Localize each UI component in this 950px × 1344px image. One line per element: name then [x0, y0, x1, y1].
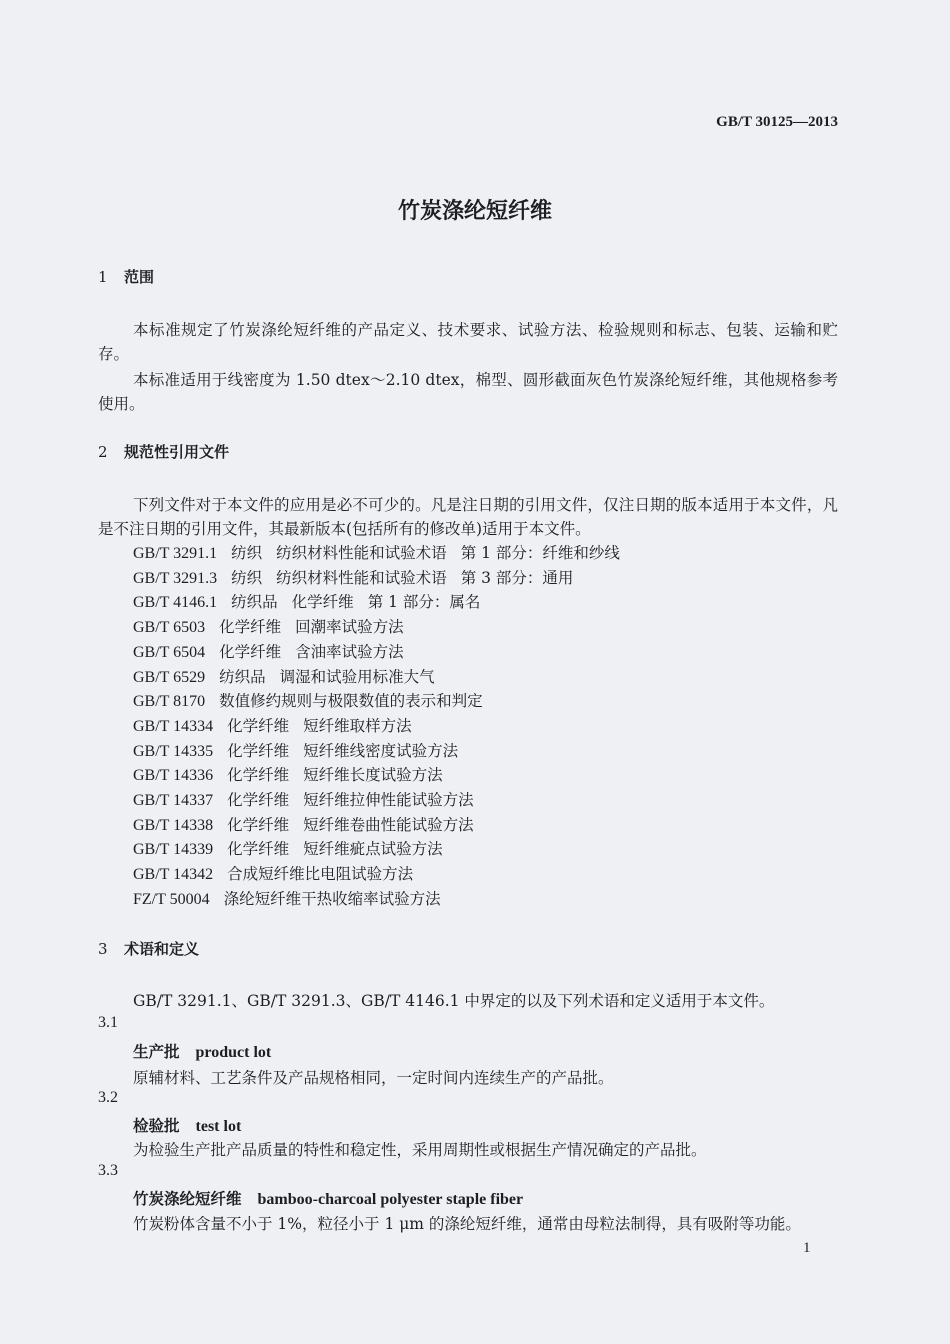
- reference-title-part: 纺织材料性能和试验术语: [276, 544, 447, 562]
- reference-title-part: 化学纤维: [227, 840, 290, 859]
- reference-code: GB/T 6503: [133, 619, 206, 637]
- reference-code: GB/T 14338: [133, 816, 214, 834]
- reference-code: GB/T 4146.1: [133, 594, 218, 612]
- reference-title-part: 化学纤维: [227, 766, 290, 785]
- term-zh: 竹炭涤纶短纤维: [133, 1189, 242, 1208]
- term-number: 3.3: [98, 1162, 118, 1179]
- reference-code: FZ/T 50004: [133, 890, 210, 908]
- reference-code: GB/T 14342: [133, 866, 214, 884]
- term-zh: 检验批: [133, 1116, 180, 1135]
- reference-title-part: 短纤维取样方法: [303, 716, 412, 735]
- reference-title-part: 涤纶短纤维干热收缩率试验方法: [223, 889, 441, 908]
- reference-code: GB/T 3291.1: [133, 545, 218, 562]
- reference-item: [133, 887, 455, 913]
- page-number: 1: [803, 1240, 811, 1256]
- reference-title-part: 短纤维长度试验方法: [303, 766, 443, 785]
- reference-item: [133, 739, 472, 765]
- paragraph: 下列文件对于本文件的应用是必不可少的。凡是注日期的引用文件，仅注日期的版本适用于本文件，凡是不注日期的引用文件，其最新版本(包括所有的修改单)适用于本文件。: [98, 496, 838, 538]
- term-number: 3.2: [98, 1089, 118, 1106]
- reference-title-part: 纺织材料性能和试验术语: [276, 568, 447, 587]
- term-en: bamboo-charcoal polyester staple fiber: [257, 1191, 524, 1208]
- reference-item: [133, 788, 488, 814]
- reference-title-part: 回潮率试验方法: [295, 618, 404, 637]
- term-definition: 原辅材料、工艺条件及产品规格相同，一定时间内连续生产的产品批。: [133, 1069, 614, 1087]
- section-number: 1: [98, 268, 108, 286]
- paragraph: 本标准适用于线密度为 1.50 dtex～2.10 dtex，棉型、圆形截面灰色竹炭涤纶短纤维，其他规格参考使用。: [98, 371, 838, 413]
- document-title: 竹炭涤纶短纤维: [397, 198, 552, 224]
- reference-title-part: 化学纤维: [227, 815, 290, 834]
- reference-title-part: 纺织: [231, 568, 263, 587]
- reference-code: GB/T 14339: [133, 841, 214, 859]
- reference-item: [133, 640, 418, 666]
- term-entry: [133, 1040, 271, 1062]
- reference-item: [133, 541, 634, 567]
- reference-code: GB/T 14337: [133, 792, 214, 809]
- reference-title-part: 化学纤维: [227, 791, 290, 809]
- section-heading-terms: [98, 938, 199, 959]
- reference-item: [133, 566, 587, 592]
- reference-title-part: 数值修约规则与极限数值的表示和判定: [219, 692, 483, 711]
- reference-title-part: 短纤维拉伸性能试验方法: [303, 791, 474, 809]
- term-en: product lot: [195, 1044, 272, 1061]
- reference-title-part: 纺织品: [231, 593, 278, 612]
- section-title: 术语和定义: [124, 940, 200, 958]
- reference-item: [133, 813, 488, 839]
- reference-code: GB/T 8170: [133, 693, 206, 711]
- section-title: 范围: [124, 268, 155, 286]
- reference-title-part: 第 1 部分：纤维和纱线: [460, 544, 620, 562]
- section-number: 2: [98, 443, 108, 461]
- term-entry: [133, 1187, 523, 1209]
- reference-title-part: 短纤维卷曲性能试验方法: [303, 815, 474, 834]
- standard-number: GB/T 30125—2013: [716, 114, 838, 130]
- reference-code: GB/T 14335: [133, 742, 214, 760]
- reference-item: [133, 689, 497, 715]
- reference-code: GB/T 14336: [133, 767, 214, 785]
- reference-code: GB/T 6529: [133, 668, 206, 686]
- reference-title-part: 纺织品: [219, 667, 266, 686]
- section-number: 3: [98, 940, 108, 958]
- reference-title-part: 短纤维线密度试验方法: [303, 741, 459, 760]
- term-en: test lot: [195, 1118, 242, 1135]
- reference-item: [133, 590, 494, 616]
- reference-title-part: 纺织: [231, 544, 263, 562]
- term-zh: 生产批: [133, 1042, 180, 1061]
- paragraph: GB/T 3291.1、GB/T 3291.3、GB/T 4146.1 中界定的以及下列术语和定义适用于本文件。: [133, 992, 775, 1010]
- reference-title-part: 第 3 部分：通用: [460, 568, 574, 587]
- section-title: 规范性引用文件: [124, 443, 230, 461]
- reference-title-part: 调湿和试验用标准大气: [279, 667, 435, 686]
- reference-item: [133, 763, 457, 789]
- reference-title-part: 化学纤维: [219, 618, 282, 637]
- reference-title-part: 化学纤维: [227, 741, 290, 760]
- reference-title-part: 含油率试验方法: [295, 642, 404, 661]
- term-definition: 竹炭粉体含量不小于 1%，粒径小于 1 μm 的涤纶短纤维，通常由母粒法制得，具有吸附等功能。: [133, 1215, 801, 1233]
- reference-title-part: 化学纤维: [227, 716, 290, 735]
- reference-item: [133, 862, 427, 888]
- reference-title-part: 化学纤维: [219, 642, 282, 661]
- term-definition: 为检验生产批产品质量的特性和稳定性，采用周期性或根据生产情况确定的产品批。: [133, 1141, 707, 1159]
- reference-title-part: 化学纤维: [291, 593, 354, 612]
- reference-code: GB/T 3291.3: [133, 569, 218, 587]
- reference-title-part: 第 1 部分：属名: [367, 593, 481, 612]
- reference-item: [133, 665, 449, 691]
- reference-item: [133, 714, 426, 740]
- reference-code: GB/T 6504: [133, 643, 206, 661]
- reference-item: [133, 615, 418, 641]
- reference-item: [133, 837, 457, 863]
- reference-title-part: 短纤维疵点试验方法: [303, 840, 443, 859]
- reference-code: GB/T 14334: [133, 717, 214, 735]
- term-number: 3.1: [98, 1014, 118, 1031]
- paragraph: 本标准规定了竹炭涤纶短纤维的产品定义、技术要求、试验方法、检验规则和标志、包装、运输和贮存。: [98, 321, 838, 363]
- term-entry: [133, 1114, 241, 1136]
- section-heading-scope: [98, 266, 154, 287]
- reference-title-part: 合成短纤维比电阻试验方法: [227, 865, 414, 884]
- section-heading-references: [98, 441, 229, 462]
